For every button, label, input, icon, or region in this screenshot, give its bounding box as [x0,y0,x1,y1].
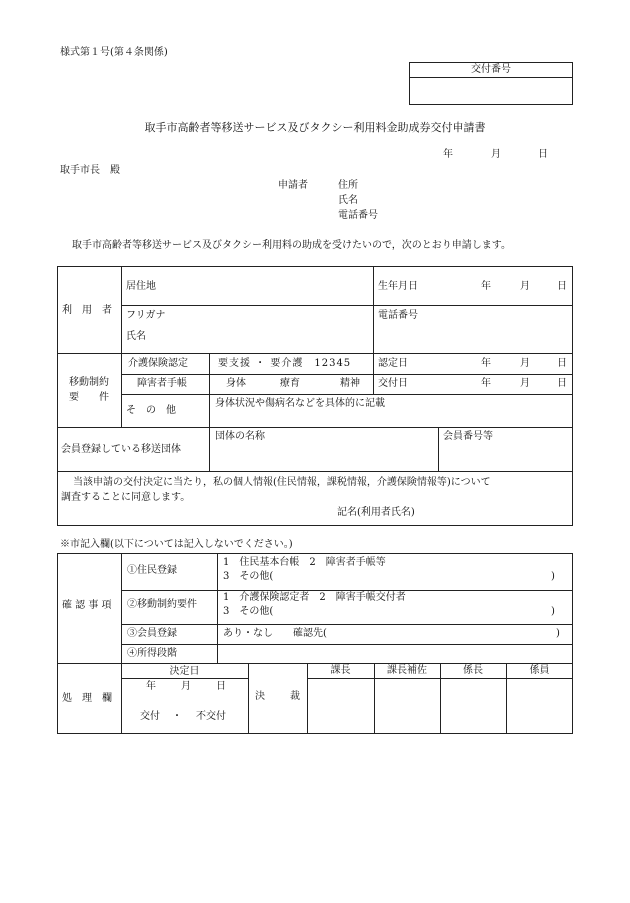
issue-date-month: 月 [520,378,530,389]
issue-date-day: 日 [557,378,567,389]
issue-option[interactable]: 交付 [140,711,160,722]
care-cert-label: 介護保険認定 [128,358,188,369]
disability-book-label: 障害者手帳 [137,378,187,389]
birthdate-month: 月 [520,281,530,292]
processing-label: 処 理 欄 [62,693,112,704]
role-section-chief: 課長 [330,665,351,676]
applicant-address-label[interactable]: 住所 [338,180,358,191]
signature-field[interactable]: 記名(利用者氏名) [337,507,415,518]
office-use-note: ※市記入欄(以下については記入しないでください。) [60,539,293,550]
issue-date-label[interactable]: 交付日 [378,378,408,389]
book-type-intellectual[interactable]: 療育 [280,378,300,389]
decision-month[interactable]: 月 [181,681,191,692]
user-section-label: 利 用 者 [62,305,112,316]
confirm-item-resident-options[interactable]: 1 住民基本台帳 2 障害者手帳等 [223,557,386,568]
applicant-name-label[interactable]: 氏名 [338,195,358,206]
book-type-mental[interactable]: 精神 [340,378,360,389]
intro-text: 取手市高齢者等移送サービス及びタクシー利用料の助成を受けたいので，次のとおり申請します。 [72,240,511,251]
issue-date-year: 年 [481,378,491,389]
header-date-month[interactable]: 月 [491,149,501,160]
user-phone-field[interactable]: 電話番号 [378,310,418,321]
confirm-item-resident-close: ) [551,571,555,582]
confirm-section-label: 確 認 事 項 [62,600,112,611]
birthdate-field[interactable]: 生年月日 [378,281,418,292]
header-date-day[interactable]: 日 [538,149,548,160]
approval-label-2: 裁 [290,691,300,702]
furigana-field[interactable]: フリガナ [126,310,166,321]
approval-label-1: 決 [255,691,265,702]
decision-date-label: 決定日 [169,666,200,677]
confirm-item-mobility-close: ) [551,606,555,617]
consent-text-line1: 当該申請の交付決定に当たり，私の個人情報(住民情報，課税情報，介護保険情報等)について [73,477,491,488]
confirm-item-resident-label: ①住民登録 [127,565,177,576]
care-levels[interactable]: 要支援 ・ 要介護 12345 [218,358,352,369]
non-issue-option[interactable]: 不交付 [196,711,226,722]
birthdate-year: 年 [481,281,491,292]
confirm-item-member-label: ③会員登録 [127,628,177,639]
role-assistant-chief: 課長補佐 [387,665,427,676]
book-type-physical[interactable]: 身体 [226,378,246,389]
issue-number-label: 交付番号 [471,64,511,75]
form-number: 様式第１号(第４条関係) [60,47,168,58]
role-staff: 係員 [529,665,550,676]
user-name-field[interactable]: 氏名 [126,331,146,342]
stamp-box-section-chief[interactable] [308,679,373,733]
confirm-item-mobility-other[interactable]: 3 その他( [223,606,274,617]
header-date-year[interactable]: 年 [443,149,453,160]
applicant-label: 申請者 [278,180,308,191]
org-name-field[interactable]: 団体の名称 [215,431,265,442]
cert-date-label[interactable]: 認定日 [378,358,408,369]
mobility-label-line1: 移動制約 [69,377,109,388]
option-separator: ・ [172,711,182,722]
cert-date-month: 月 [520,358,530,369]
decision-day[interactable]: 日 [216,681,226,692]
stamp-box-staff[interactable] [507,679,572,733]
confirm-item-income-label: ④所得段階 [127,648,177,659]
role-subsection-chief: 係長 [463,665,483,676]
stamp-box-assistant-chief[interactable] [375,679,439,733]
confirm-item-member-close: ) [556,628,560,639]
confirm-item-mobility-label: ②移動制約要件 [127,599,197,610]
mobility-label-line2: 要 件 [69,392,109,403]
applicant-phone-label[interactable]: 電話番号 [338,210,378,221]
cert-date-year: 年 [481,358,491,369]
stamp-box-subsection-chief[interactable] [441,679,505,733]
confirm-item-mobility-options[interactable]: 1 介護保険認定者 2 障害手帳交付者 [223,592,406,603]
confirm-item-resident-other[interactable]: 3 その他( [223,571,274,582]
addressee: 取手市長 殿 [60,165,120,176]
other-description-field[interactable]: 身体状況や傷病名などを具体的に記載 [215,398,385,409]
member-number-field[interactable]: 会員番号等 [443,431,493,442]
org-section-label: 会員登録している移送団体 [61,444,181,455]
residence-field[interactable]: 居住地 [126,281,156,292]
other-label: そ の 他 [126,405,176,416]
form-title: 取手市高齢者等移送サービス及びタクシー利用料金助成券交付申請書 [144,121,486,134]
cert-date-day: 日 [557,358,567,369]
consent-text-line2: 調査することに同意します。 [61,492,191,503]
birthdate-day: 日 [557,281,567,292]
confirm-item-member-options[interactable]: あり・なし 確認先( [223,628,327,639]
decision-year[interactable]: 年 [146,681,156,692]
